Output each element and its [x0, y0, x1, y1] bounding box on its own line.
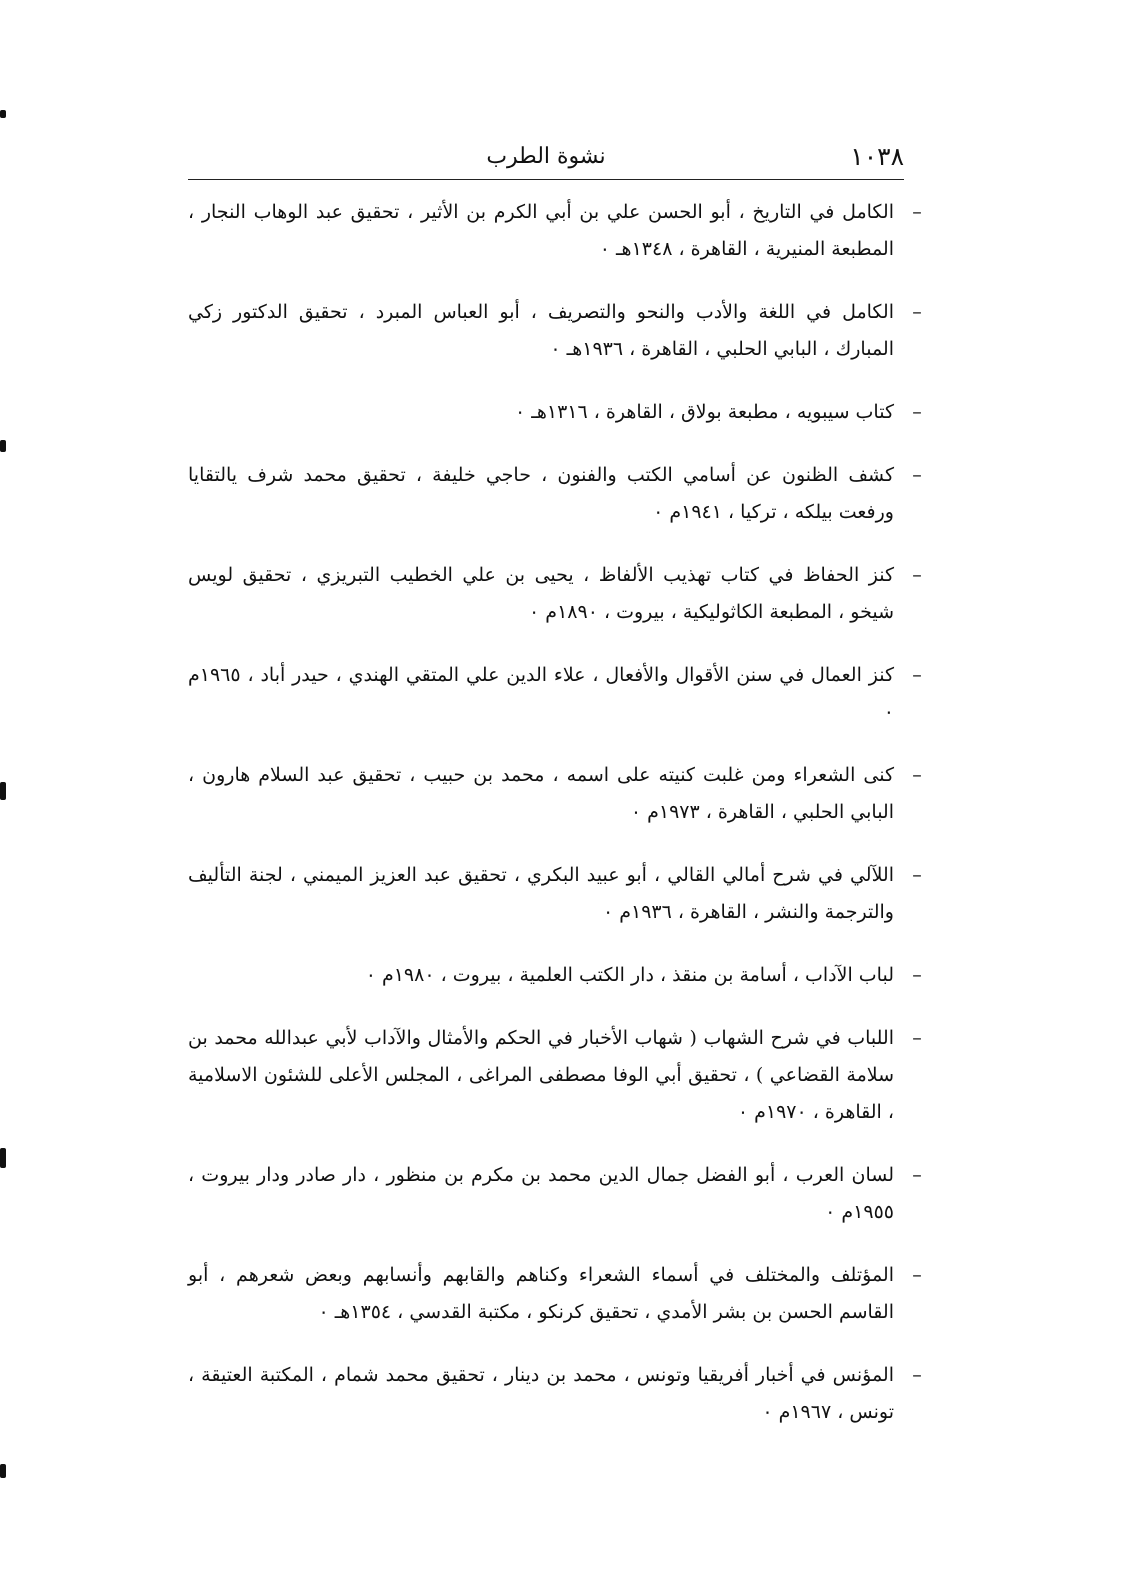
- entry-dash: –: [912, 964, 922, 986]
- bibliography-entry: [188, 957, 928, 994]
- bibliography-list: [188, 194, 928, 1457]
- bibliography-entry: [188, 1257, 928, 1331]
- entry-dash: –: [912, 1264, 922, 1286]
- entry-dash: –: [912, 864, 922, 886]
- bibliography-entry: [188, 194, 928, 268]
- bibliography-entry: [188, 757, 928, 831]
- bibliography-entry: [188, 1357, 928, 1431]
- bibliography-entry: [188, 394, 928, 431]
- entry-text: كنى الشعراء ومن غلبت كنيته على اسمه ، محمد بن حبيب ، تحقيق عبد السلام هارون ، البابي الحلبي ، القاهرة ، ١٩٧٣م ٠: [188, 764, 894, 823]
- entry-dash: –: [912, 1027, 922, 1049]
- header-rule: [188, 179, 904, 180]
- bibliography-entry: [188, 857, 928, 931]
- entry-text: المؤنس في أخبار أفريقيا وتونس ، محمد بن دينار ، تحقيق محمد شمام ، المكتبة العتيقة ، تونس ، ١٩٦٧م ٠: [188, 1364, 894, 1423]
- bibliography-entry: [188, 1020, 928, 1131]
- bibliography-entry: [188, 1157, 928, 1231]
- entry-text: كنز الحفاظ في كتاب تهذيب الألفاظ ، يحيى بن علي الخطيب التبريزي ، تحقيق لويس شيخو ، المطبعة الكاثوليكية ، بيروت ، ١٨٩٠م ٠: [188, 564, 894, 623]
- bibliography-entry: [188, 557, 928, 631]
- entry-dash: –: [912, 664, 922, 686]
- entry-text: كتاب سيبويه ، مطبعة بولاق ، القاهرة ، ١٣١٦هـ ٠: [515, 401, 894, 423]
- running-head: [188, 138, 904, 178]
- margin-mark: [0, 782, 6, 800]
- entry-text: المؤتلف والمختلف في أسماء الشعراء وكناهم والقابهم وأنسابهم وبعض شعرهم ، أبو القاسم الحسن بن بشر الأمدي ، تحقيق كرنكو ، مكتبة القدسي ، ١٣٥٤هـ ٠: [188, 1264, 894, 1323]
- bibliography-entry: [188, 657, 928, 731]
- entry-text: كنز العمال في سنن الأقوال والأفعال ، علاء الدين علي المتقي الهندي ، حيدر أباد ، ١٩٦٥م ٠: [188, 664, 894, 723]
- margin-mark: [0, 110, 6, 118]
- entry-dash: –: [912, 201, 922, 223]
- margin-mark: [0, 1148, 6, 1168]
- entry-dash: –: [912, 764, 922, 786]
- entry-text: لسان العرب ، أبو الفضل جمال الدين محمد بن مكرم بن منظور ، دار صادر ودار بيروت ، ١٩٥٥م ٠: [188, 1164, 894, 1223]
- margin-mark: [0, 440, 6, 452]
- entry-dash: –: [912, 301, 922, 323]
- margin-mark: [0, 1464, 6, 1478]
- entry-text: اللآلي في شرح أمالي القالي ، أبو عبيد البكري ، تحقيق عبد العزيز الميمني ، لجنة التأليف والترجمة والنشر ، القاهرة ، ١٩٣٦م ٠: [188, 864, 894, 923]
- bibliography-entry: [188, 457, 928, 531]
- entry-dash: –: [912, 401, 922, 423]
- entry-dash: –: [912, 1364, 922, 1386]
- entry-dash: –: [912, 564, 922, 586]
- entry-dash: –: [912, 1164, 922, 1186]
- book-title: نشوة الطرب: [486, 144, 606, 169]
- entry-text: كشف الظنون عن أسامي الكتب والفنون ، حاجي خليفة ، تحقيق محمد شرف يالتقايا ورفعت بيلكه ، تركيا ، ١٩٤١م ٠: [188, 464, 894, 523]
- entry-text: اللباب في شرح الشهاب ( شهاب الأخبار في الحكم والأمثال والآداب لأبي عبدالله محمد بن سلامة القضاعي ) ، تحقيق أبي الوفا مصطفى المراغى ، المجلس الأعلى للشئون الاسلامية ، القاهرة ، ١٩٧٠م ٠: [188, 1027, 894, 1123]
- entry-text: الكامل في اللغة والأدب والنحو والتصريف ، أبو العباس المبرد ، تحقيق الدكتور زكي المبارك ، البابي الحلبي ، القاهرة ، ١٩٣٦هـ ٠: [188, 301, 894, 360]
- entry-text: لباب الآداب ، أسامة بن منقذ ، دار الكتب العلمية ، بيروت ، ١٩٨٠م ٠: [365, 964, 894, 986]
- page-number: ١٠٣٨: [850, 142, 904, 171]
- entry-text: الكامل في التاريخ ، أبو الحسن علي بن أبي الكرم بن الأثير ، تحقيق عبد الوهاب النجار ، المطبعة المنيرية ، القاهرة ، ١٣٤٨هـ ٠: [188, 201, 894, 260]
- bibliography-entry: [188, 294, 928, 368]
- entry-dash: –: [912, 464, 922, 486]
